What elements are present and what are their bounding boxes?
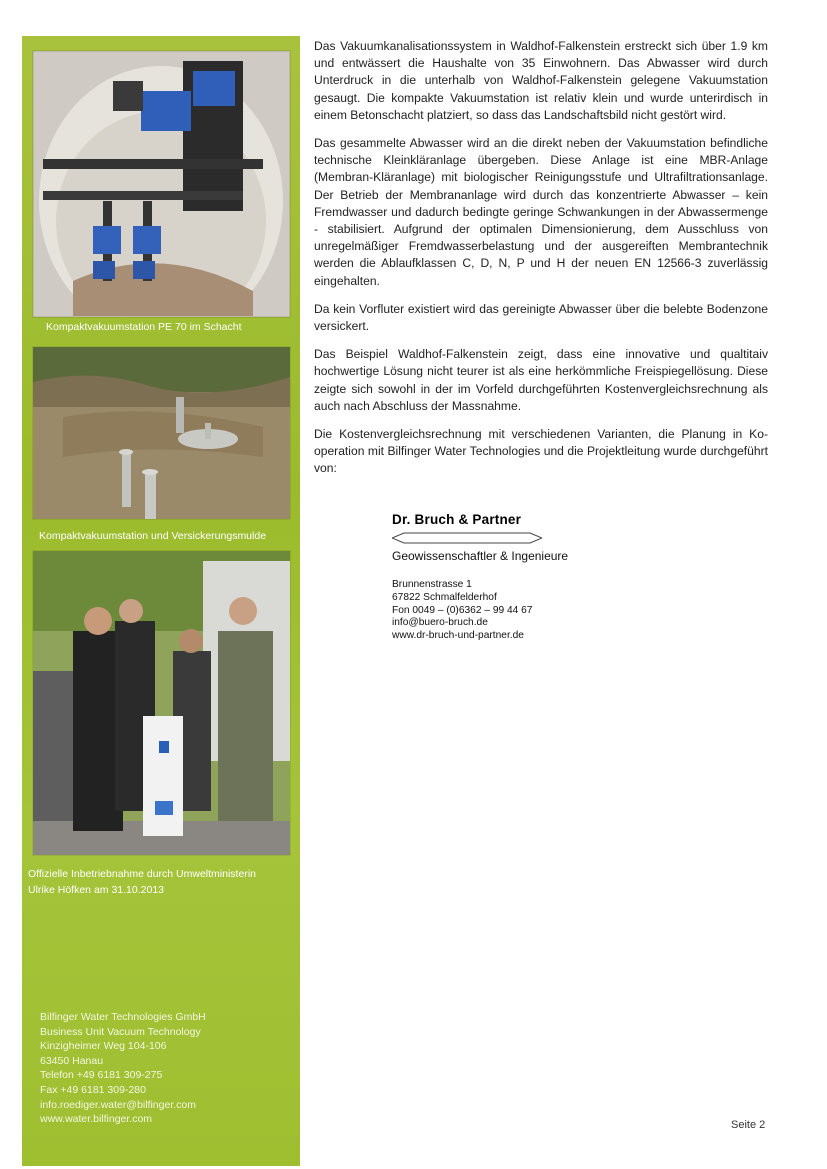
main-text <box>314 38 768 489</box>
diamond-divider-icon <box>392 531 542 545</box>
caption-photo1: Kompaktvakuumstation PE 70 im Schacht <box>46 321 242 333</box>
company-email-link[interactable]: info.roediger.water@bilfinger.com <box>40 1098 196 1111</box>
company-website-link[interactable]: www.water.bilfinger.com <box>40 1113 153 1126</box>
address-line: 67822 Schmalfelderhof <box>392 591 497 603</box>
photo-official-commissioning <box>32 550 291 856</box>
company-line: Kinzigheimer Weg 104-106 <box>40 1040 167 1053</box>
caption-photo2: Kompaktvakuumstation und Versickerungsmulde <box>39 530 267 542</box>
paragraph: Das gesammelte Abwasser wird an die direkt neben der Vakuumstation befindliche technische Kleinkläranlage übergeben. Diese Anlage ist eine MBR-Anlage (Membran-Kläranlage) mit biologischer Reinigungsstufe und Ultrafiltrationsanlage. Der Betrieb der Membrananlage wird durch das konzentrierte Abwasser – kein Fremdwasser und dadurch bedingte geringe Schwankungen in der Abwassermenge - stabilisiert. Aufgrund der optimalen Dimensionierung, dem Ausschluss von unregelmäßiger Fremdwasserbelastung und der ausgereiften Membrantechnik werden die Ablaufklassen C, D, N, P und H der neuen EN 12566-3 zuverlässig eingehalten. <box>314 136 768 288</box>
partner-website-link[interactable]: www.dr-bruch-und-partner.de <box>392 630 524 642</box>
partner-address <box>392 579 602 643</box>
paragraph: Das Vakuumkanalisationssystem in Waldhof-Falkenstein erstreckt sich über 1.9 km und entwässert die Haushalte von 35 Einwohnern. Das Abwasser wird durch Unterdruck in die unterhalb von Waldhof-Falkenstein gelegene Vakuumstation gesaugt. Die kompakte Vakuumstation ist relativ klein und wurde unterirdisch in einem Betonschacht platziert, so dass das Landschaftsbild nicht gestört wird. <box>314 39 768 122</box>
partner-subtitle: Geowissenschaftler & Ingenieure <box>392 549 569 563</box>
partner-logo-block <box>392 512 602 643</box>
caption-photo3-line2: Ulrike Höfken am 31.10.2013 <box>28 884 164 896</box>
partner-name: Dr. Bruch & Partner <box>392 512 522 527</box>
sidebar-panel <box>22 36 300 1166</box>
company-line: Business Unit Vacuum Technology <box>40 1025 201 1038</box>
address-line: Brunnenstrasse 1 <box>392 579 472 590</box>
photo-station-infiltration <box>32 346 291 520</box>
company-line: 63450 Hanau <box>40 1054 104 1067</box>
address-line: Fon 0049 – (0)6362 – 99 44 67 <box>392 604 533 616</box>
paragraph: Die Kostenvergleichsrechnung mit verschiedenen Varianten, die Planung in Kooperation mit Bilfinger Water Technologies und die Projektleitung wurde durchgeführt von: <box>314 427 768 476</box>
page-number: Seite 2 <box>731 1119 766 1131</box>
company-contact <box>40 1010 206 1127</box>
partner-email-link[interactable]: info@buero-bruch.de <box>392 617 488 629</box>
company-line: Bilfinger Water Technologies GmbH <box>40 1011 206 1023</box>
company-line: Telefon +49 6181 309-275 <box>40 1069 163 1082</box>
paragraph: Da kein Vorfluter existiert wird das gereinigte Abwasser über die belebte Bodenzone versickert. <box>314 301 768 334</box>
paragraph: Das Beispiel Waldhof-Falkenstein zeigt, dass eine innovative und qualtitaiv hochwertige Lösung nicht teurer ist als eine herkömmliche Freispiegellösung. Diese zeigte sich sowohl in der im Vorfeld durchgeführten Kostenvergleichsrechnung als auch nach Abschluss der Massnahme. <box>314 347 768 413</box>
caption-photo3 <box>28 866 256 898</box>
company-line: Fax +49 6181 309-280 <box>40 1083 146 1096</box>
caption-photo3-line1: Offizielle Inbetriebnahme durch Umweltministerin <box>28 868 256 880</box>
photo-vacuum-station-shaft <box>32 50 291 318</box>
